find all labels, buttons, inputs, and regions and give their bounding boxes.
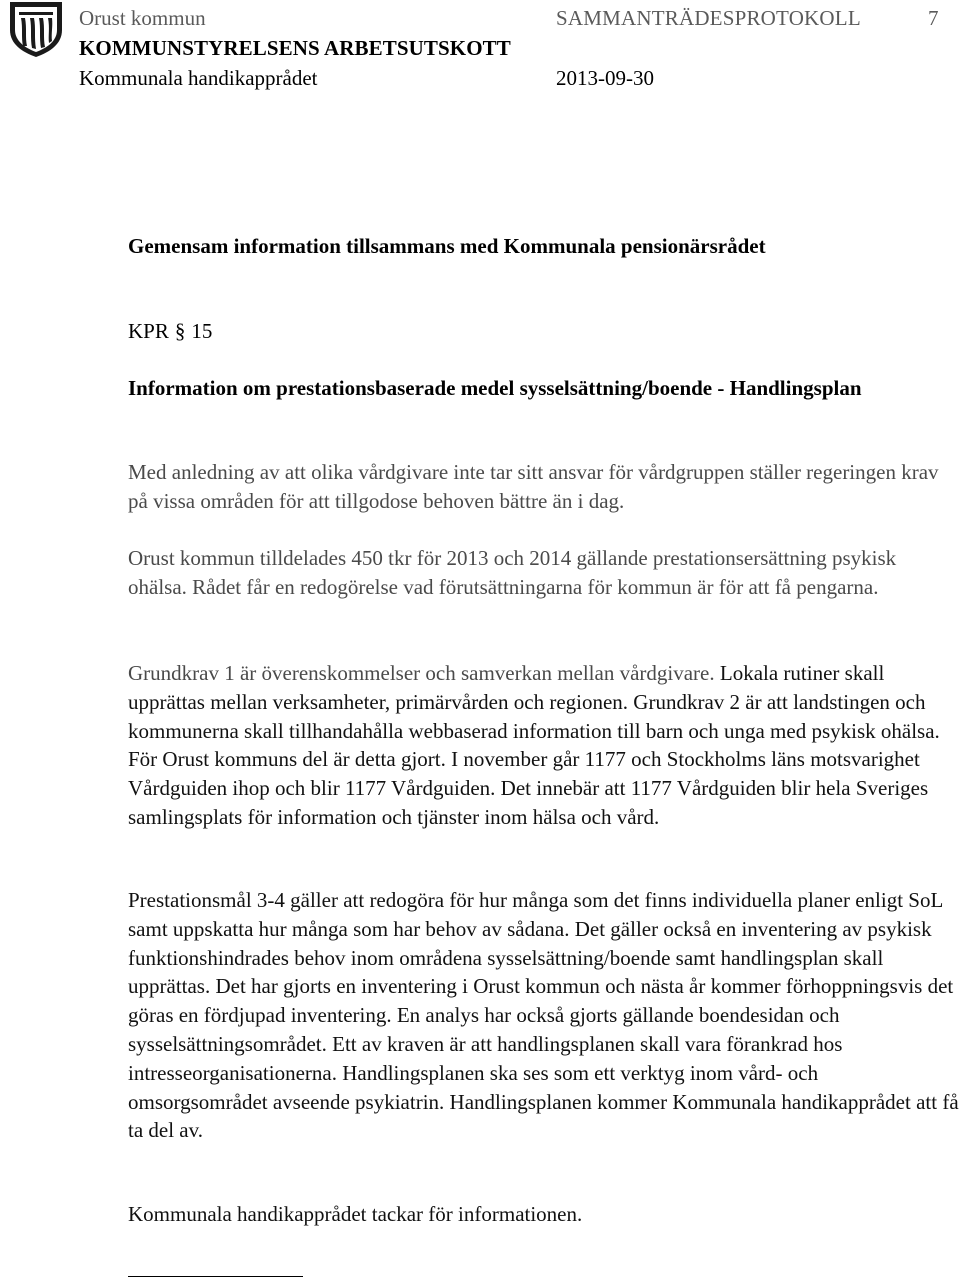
paragraph-text: Med anledning av att olika vårdgivare inte tar sitt ansvar för vårdgruppen ställer regeringen krav på vissa områden för att tillgodose behoven bättre än i dag. — [128, 460, 939, 513]
paragraph-text: Lokala rutiner skall upprättas mellan verksamheter, primärvården och regionen. Grundkrav 2 är att landstingen och kommunerna skall tillhandahålla webbaserad information till barn och unga med psykisk ohälsa. För Orust kommuns del är detta gjort. I november går 1177 och Stockholms läns motsvarighet Vårdguiden ihop och blir 1177 Vårdguiden. Det innebär att 1177 Vårdguiden blir hela Sveriges samlingsplats för information och tjänster inom hälsa och vård. — [128, 661, 940, 829]
paragraph-text: Orust kommun tilldelades 450 tkr för 2013 och 2014 gällande prestationsersättning psykisk ohälsa. — [128, 546, 897, 599]
body-paragraph — [128, 886, 960, 1145]
item-heading: Information om prestationsbaserade medel sysselsättning/boende - Handlingsplan — [128, 376, 862, 400]
municipal-coat-of-arms-icon — [6, 0, 66, 58]
paragraph-text: Grundkrav 1 är överenskommelser och samverkan mellan vårdgivare. — [128, 661, 715, 685]
paragraph-number: 15 — [191, 319, 213, 343]
paragraph-reference — [128, 318, 212, 344]
paragraph-prefix: KPR — [128, 319, 169, 343]
header-meeting-date: 2013-09-30 — [556, 66, 654, 90]
paragraph-text: Rådet får en redogörelse vad förutsättningarna för kommun är för att få pengarna. — [186, 574, 879, 599]
body-paragraph — [128, 659, 960, 832]
body-paragraph — [128, 458, 960, 516]
main-heading: Gemensam information tillsammans med Kommunala pensionärsrådet — [128, 234, 766, 258]
section-symbol: § — [174, 319, 186, 343]
header-page-number: 7 — [928, 6, 939, 30]
body-paragraph — [128, 1200, 960, 1229]
header-board-name: KOMMUNSTYRELSENS ARBETSUTSKOTT — [79, 36, 511, 60]
paragraph-text: Prestationsmål 3-4 gäller att redogöra för hur många som det finns individuella planer enligt SoL samt uppskatta hur många som har behov av sådana. Det gäller också en inventering av psykisk funktionshindrades behov inom områdena sysselsättning/boende samt handlingsplan skall upprättas. Det har gjorts en inventering i Orust kommun och nästa år kommer förhoppningsvis det göras en fördjupad inventering. En analys har också gjorts gällande boendesidan och sysselsättningsområdet. Ett av kraven är att handlingsplanen skall vara förankrad hos intresseorganisationerna. Handlingsplanen ska ses som ett verktyg inom vård- och omsorgsområdet avseende psykiatrin. Handlingsplanen kommer Kommunala handikapprådet att få ta del av. — [128, 888, 959, 1143]
signature-line — [128, 1276, 303, 1277]
header-council-name: Kommunala handikapprådet — [79, 66, 318, 90]
paragraph-text: Kommunala handikapprådet tackar för informationen. — [128, 1202, 583, 1226]
header-municipality: Orust kommun — [79, 6, 206, 30]
header-protocol-title: SAMMANTRÄDESPROTOKOLL — [556, 6, 861, 30]
body-paragraph — [128, 544, 960, 602]
